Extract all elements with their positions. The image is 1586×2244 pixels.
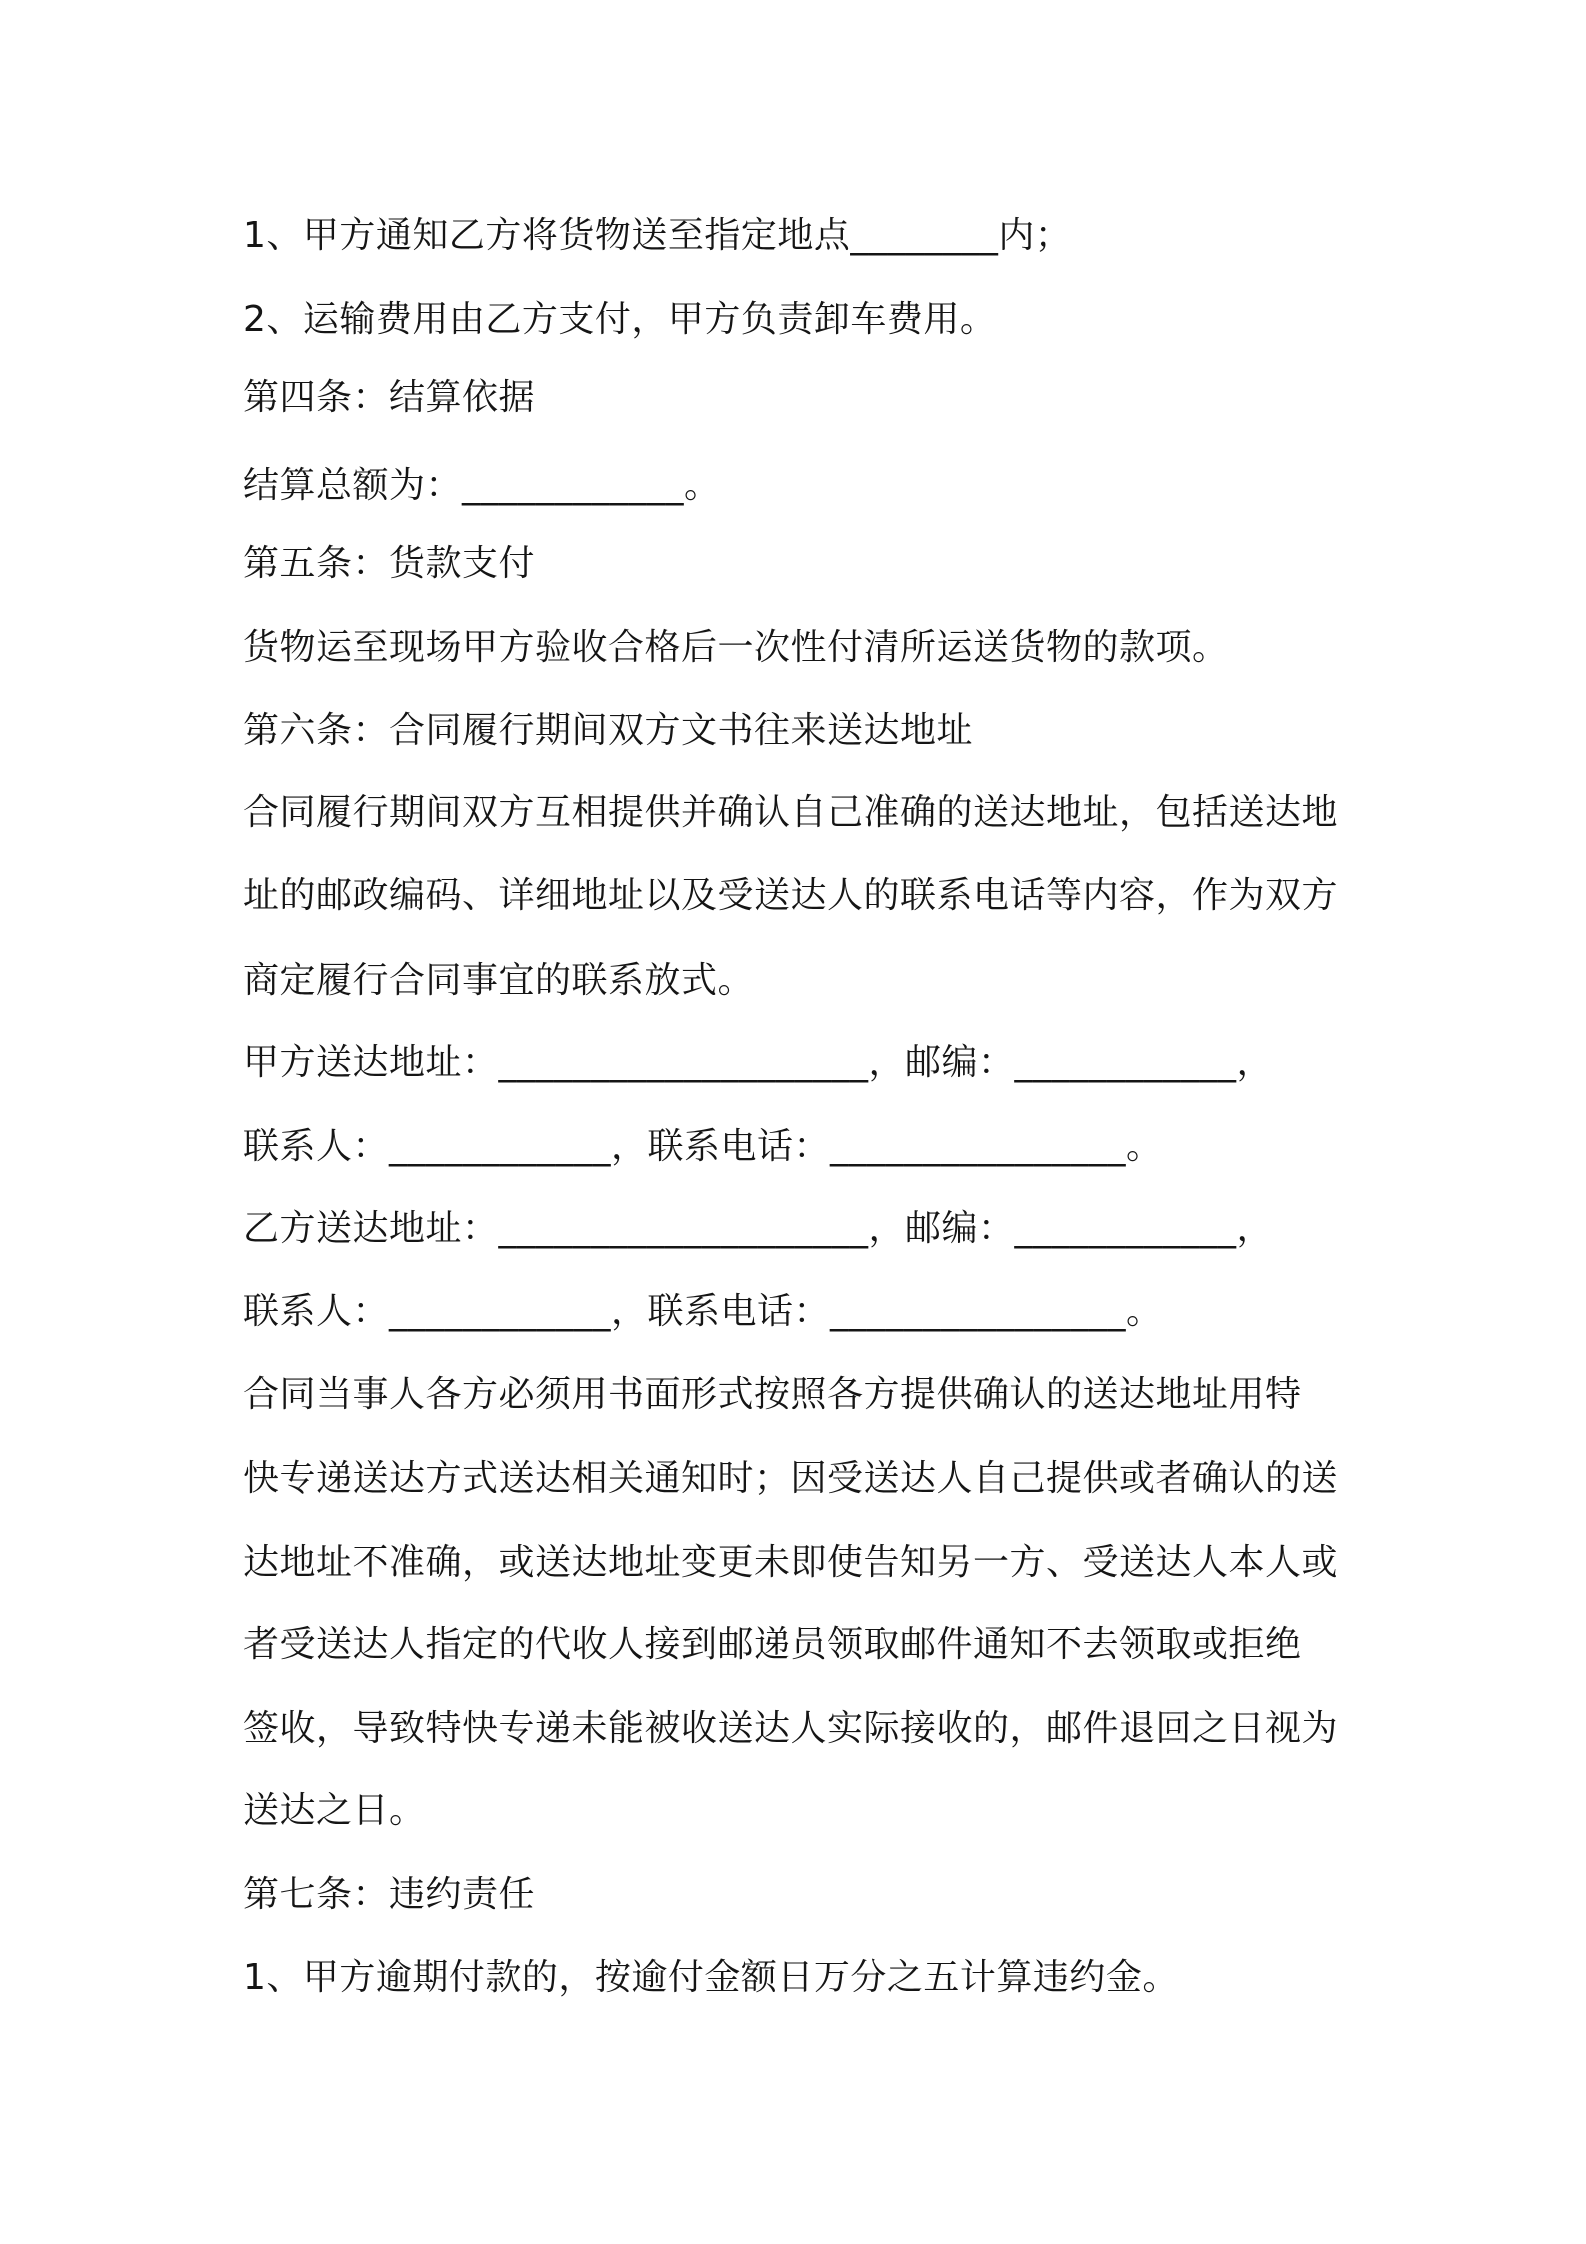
party-b-contact-line: 联系人：____________，联系电话：________________。: [243, 1291, 1163, 1332]
article-6-heading: 第六条：合同履行期间双方文书往来送达地址: [243, 710, 974, 751]
service-paragraph-line: 快专递送达方式送达相关通知时；因受送达人自己提供或者确认的送: [243, 1458, 1339, 1499]
clause-3-item-1: 1、甲方通知乙方将货物送至指定地点________内；: [243, 215, 1072, 256]
service-paragraph-line: 签收，导致特快专递未能被收送达人实际接收的，邮件退回之日视为: [243, 1708, 1339, 1749]
liability-item-1: 1、甲方逾期付款的，按逾付金额日万分之五计算违约金。: [243, 1957, 1179, 1998]
address-paragraph-line: 商定履行合同事宜的联系放式。: [243, 960, 755, 1001]
party-a-address-line: 甲方送达地址：____________________，邮编：____________，: [243, 1042, 1274, 1083]
party-b-address-line: 乙方送达地址：____________________，邮编：____________，: [243, 1208, 1274, 1249]
article-4-heading: 第四条：结算依据: [243, 377, 536, 418]
clause-3-item-2: 2、运输费用由乙方支付，甲方负责卸车费用。: [243, 299, 997, 340]
article-5-heading: 第五条：货款支付: [243, 543, 536, 584]
address-paragraph-line: 址的邮政编码、详细地址以及受送达人的联系电话等内容，作为双方: [243, 875, 1339, 916]
service-paragraph-line: 达地址不准确，或送达地址变更未即使告知另一方、受送达人本人或: [243, 1542, 1339, 1583]
service-paragraph-line: 送达之日。: [243, 1790, 426, 1831]
service-paragraph-line: 者受送达人指定的代收人接到邮递员领取邮件通知不去领取或拒绝: [243, 1624, 1302, 1665]
settlement-total-line: 结算总额为：____________。: [243, 465, 721, 506]
address-paragraph-line: 合同履行期间双方互相提供并确认自己准确的送达地址，包括送达地: [243, 792, 1339, 833]
payment-paragraph: 货物运至现场甲方验收合格后一次性付清所运送货物的款项。: [243, 627, 1229, 668]
party-a-contact-line: 联系人：____________，联系电话：________________。: [243, 1126, 1163, 1167]
service-paragraph-line: 合同当事人各方必须用书面形式按照各方提供确认的送达地址用特: [243, 1374, 1302, 1415]
article-7-heading: 第七条：违约责任: [243, 1874, 536, 1915]
